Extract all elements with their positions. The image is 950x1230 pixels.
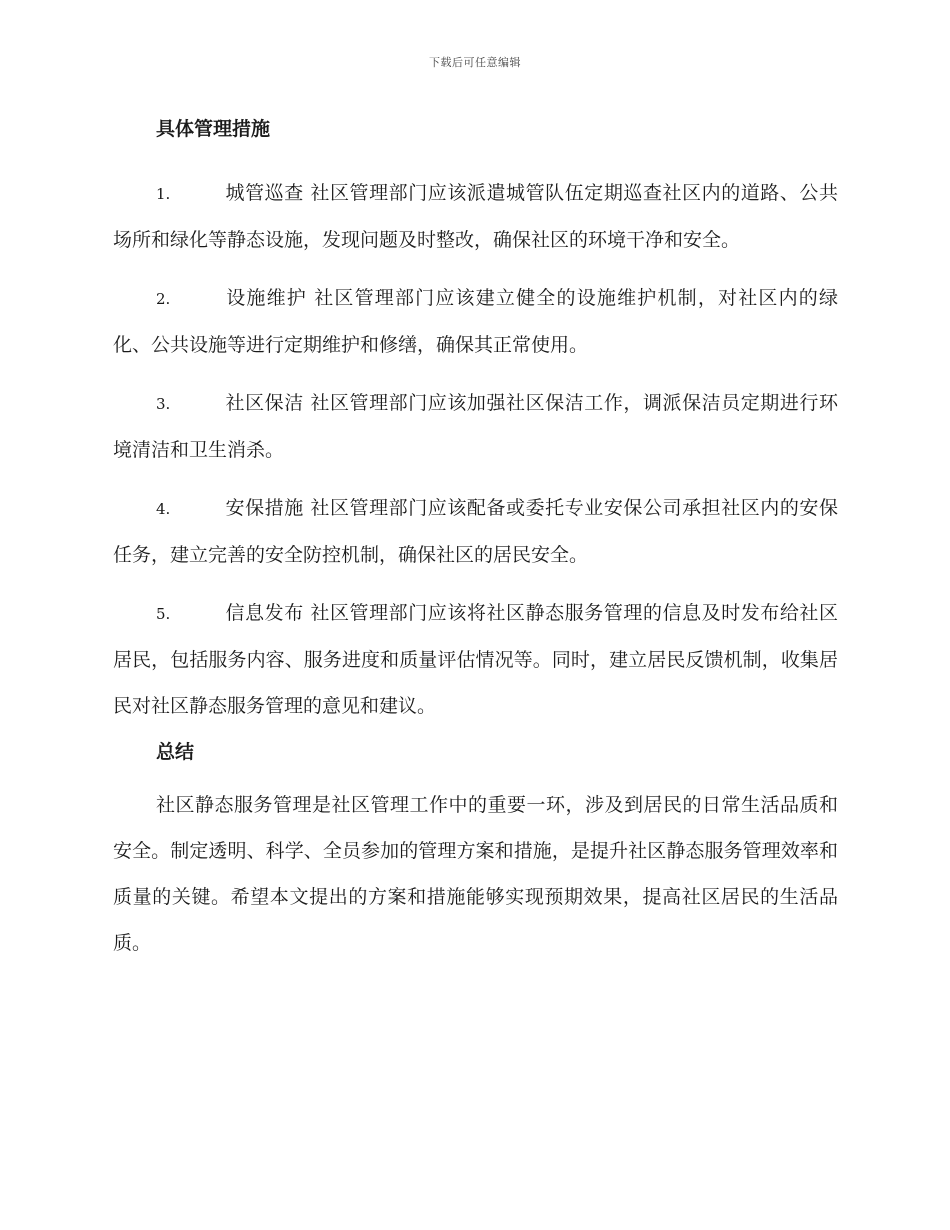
section-title-summary: 总结 — [156, 741, 195, 763]
list-item-text: 社区保洁 社区管理部门应该加强社区保洁工作，调派保洁员定期进行环境清洁和卫生消杀。 — [113, 392, 838, 461]
list-item-number: 5. — [156, 605, 171, 623]
header-watermark: 下载后可任意编辑 — [429, 56, 521, 69]
list-item-text: 城管巡查 社区管理部门应该派遣城管队伍定期巡查社区内的道路、公共场所和绿化等静态设施，发现问题及时整改，确保社区的环境干净和安全。 — [113, 182, 838, 251]
list-item-number: 1. — [156, 185, 171, 203]
list-item — [113, 275, 838, 368]
list-item — [113, 380, 838, 473]
summary-paragraph: 社区静态服务管理是社区管理工作中的重要一环，涉及到居民的日常生活品质和安全。制定透明、科学、全员参加的管理方案和措施，是提升社区静态服务管理效率和质量的关键。希望本文提出的方案和措施能够实现预期效果，提高社区居民的生活品质。 — [113, 794, 838, 954]
list-item-text: 设施维护 社区管理部门应该建立健全的设施维护机制，对社区内的绿化、公共设施等进行定期维护和修缮，确保其正常使用。 — [113, 287, 838, 356]
list-item-number: 4. — [156, 500, 171, 518]
list-item — [113, 590, 838, 729]
list-item-text: 安保措施 社区管理部门应该配备或委托专业安保公司承担社区内的安保任务，建立完善的安全防控机制，确保社区的居民安全。 — [113, 497, 838, 566]
list-item — [113, 485, 838, 578]
document-content — [113, 112, 838, 966]
list-item-number: 2. — [156, 290, 171, 308]
section-title-measures: 具体管理措施 — [156, 118, 271, 140]
list-item-text: 信息发布 社区管理部门应该将社区静态服务管理的信息及时发布给社区居民，包括服务内容、服务进度和质量评估情况等。同时，建立居民反馈机制，收集居民对社区静态服务管理的意见和建议。 — [113, 602, 838, 717]
list-item — [113, 170, 838, 263]
list-item-number: 3. — [156, 395, 171, 413]
